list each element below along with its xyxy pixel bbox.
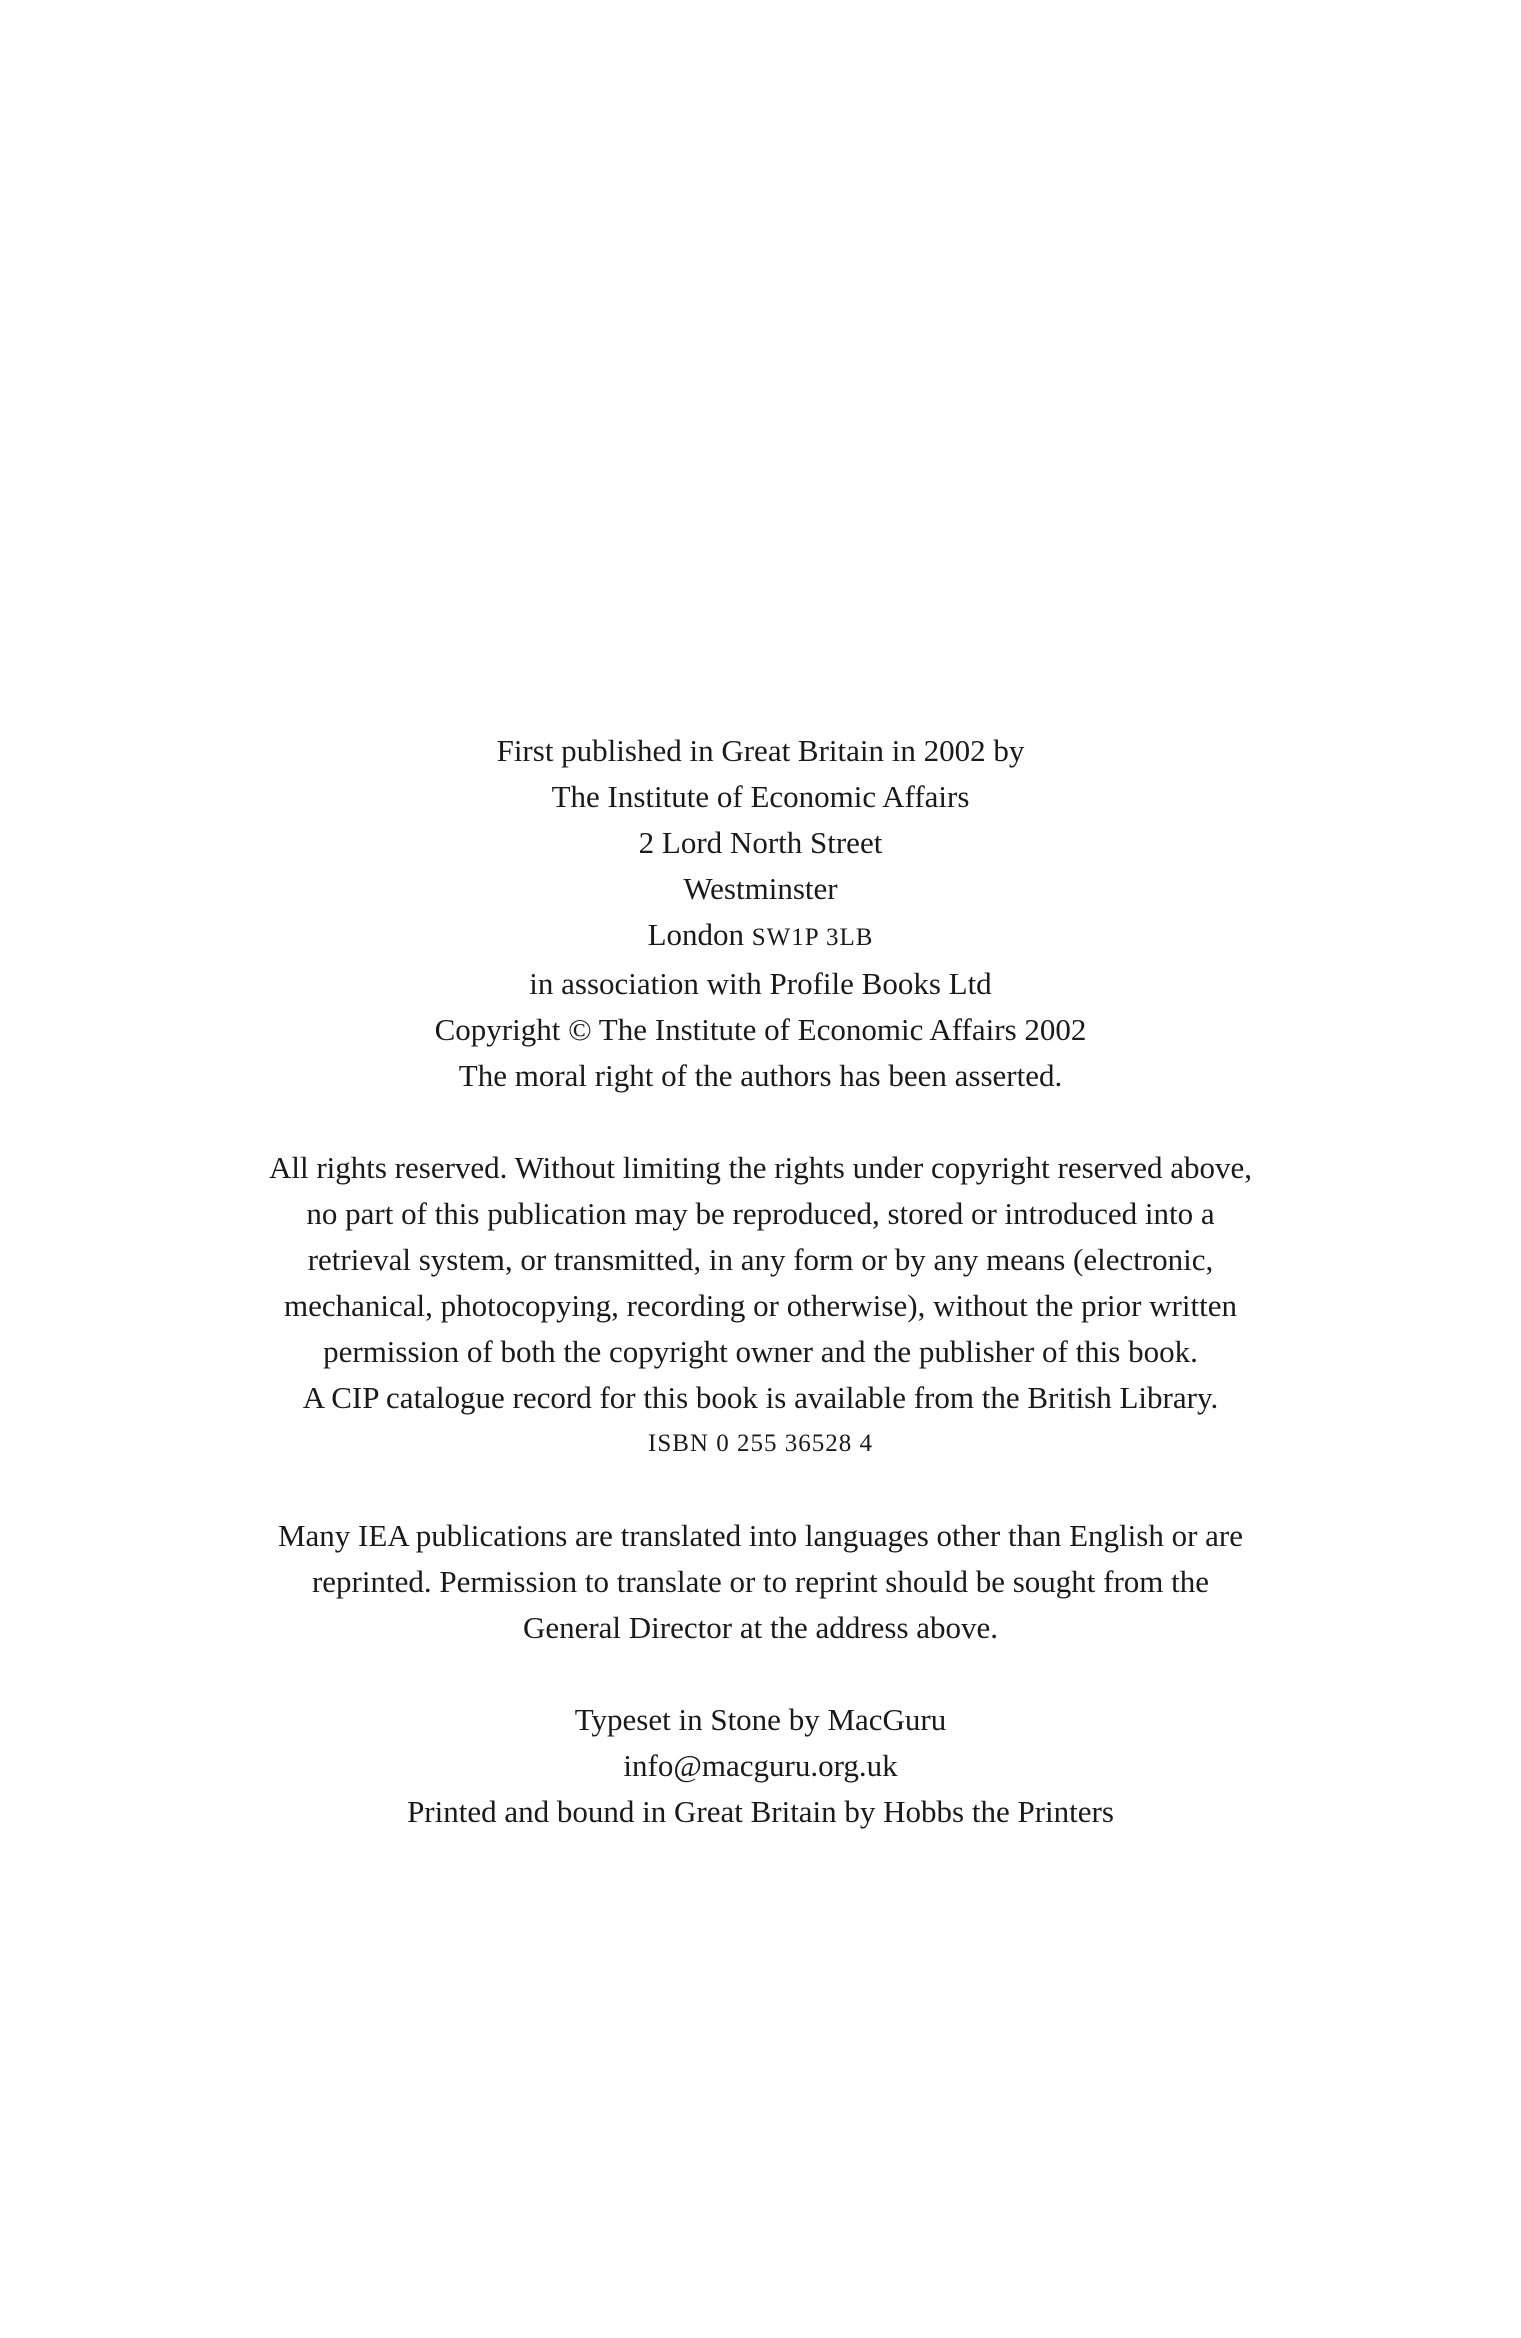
rights-line: mechanical, photocopying, recording or otherwise), without the prior written: [284, 1288, 1237, 1323]
typeset-line: Typeset in Stone by MacGuru: [574, 1702, 947, 1737]
printer-notice: Printed and bound in Great Britain by Hobbs the Printers: [407, 1794, 1114, 1829]
rights-line: permission of both the copyright owner and the publisher of this book.: [323, 1334, 1198, 1369]
imprint-text: [0, 728, 1521, 1835]
publisher-city-line: [0, 912, 1521, 961]
typeset-email: info@macguru.org.uk: [623, 1748, 898, 1783]
publisher-district: Westminster: [683, 871, 838, 906]
cip-notice: A CIP catalogue record for this book is available from the British Library.: [302, 1380, 1219, 1415]
translation-line: General Director at the address above.: [522, 1610, 999, 1645]
moral-right-notice: The moral right of the authors has been asserted.: [458, 1058, 1063, 1093]
rights-line: retrieval system, or transmitted, in any form or by any means (electronic,: [307, 1242, 1214, 1277]
translation-line: Many IEA publications are translated into languages other than English or are: [277, 1518, 1244, 1553]
rights-line: All rights reserved. Without limiting the rights under copyright reserved above,: [268, 1150, 1253, 1185]
publisher-postcode: SW1P 3LB: [751, 924, 874, 951]
translation-notice: [0, 1513, 1521, 1651]
publisher-line: First published in Great Britain in 2002 by: [496, 733, 1025, 768]
rights-reserved-notice: [0, 1145, 1521, 1375]
translation-line: reprinted. Permission to translate or to reprint should be sought from the: [311, 1564, 1210, 1599]
publisher-name: The Institute of Economic Affairs: [551, 779, 970, 814]
publisher-street: 2 Lord North Street: [638, 825, 883, 860]
publisher-block: [0, 728, 1521, 1007]
rights-line: no part of this publication may be reproduced, stored or introduced into a: [306, 1196, 1215, 1231]
typeset-notice: [0, 1697, 1521, 1789]
copyright-notice: Copyright © The Institute of Economic Affairs 2002: [434, 1012, 1087, 1047]
publisher-city: London: [647, 917, 744, 952]
isbn: ISBN 0 255 36528 4: [648, 1430, 873, 1457]
publisher-association: in association with Profile Books Ltd: [529, 966, 992, 1001]
